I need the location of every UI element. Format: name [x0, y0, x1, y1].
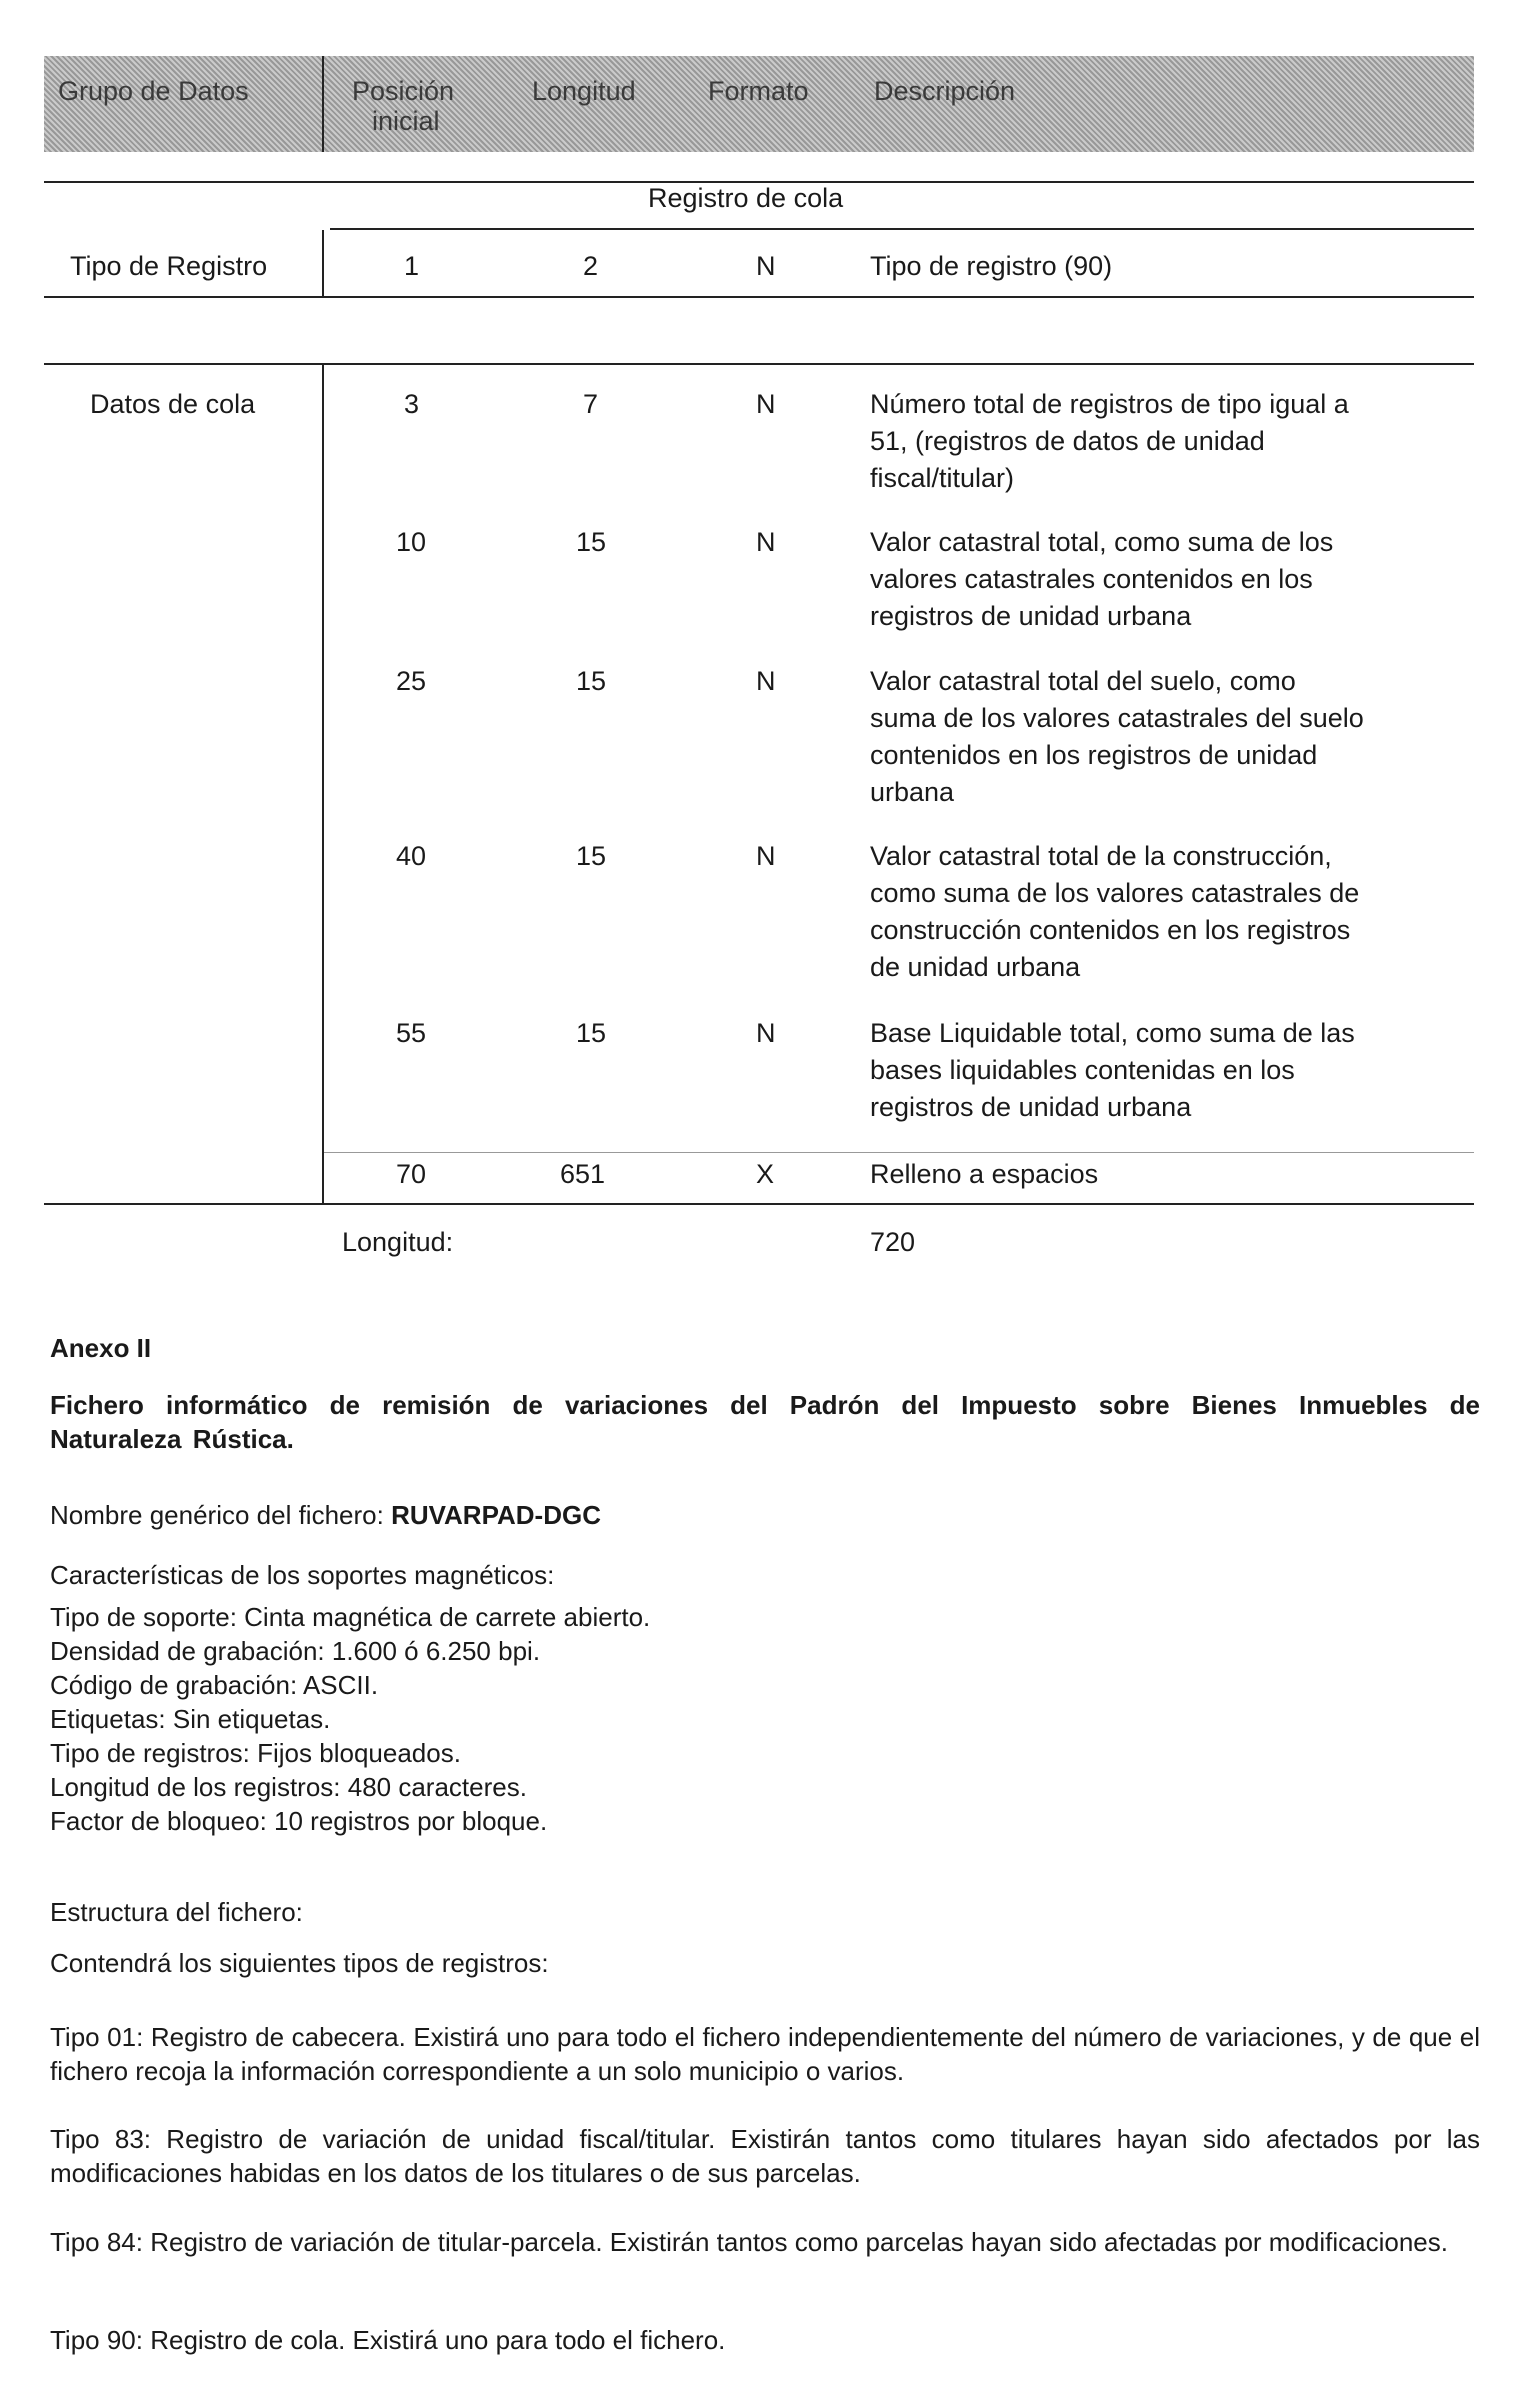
- cola-row-5-desc-3: registros de unidad urbana: [870, 1092, 1192, 1122]
- contendra-text: Contendrá los siguientes tipos de registros:: [50, 1948, 549, 1978]
- caracteristicas-list: [50, 1600, 1480, 1838]
- caracteristicas-title: Características de los soportes magnéticos:: [50, 1560, 555, 1590]
- anexo-title: Anexo II: [50, 1333, 152, 1363]
- caracteristica-etiquetas: Etiquetas: Sin etiquetas.: [50, 1704, 331, 1734]
- header-divider: [322, 56, 324, 152]
- cola-row-6-desc-1: Relleno a espacios: [870, 1159, 1099, 1189]
- tipo-row-divider: [322, 230, 324, 296]
- tipo-row-posicion: 1: [404, 251, 420, 281]
- header-grupo: Grupo de Datos: [58, 76, 249, 106]
- tipo-84-text: Tipo 84: Registro de variación de titular-parcela. Existirán tantos como parcelas hayan sido afectadas por modificaciones.: [50, 2227, 1448, 2257]
- anexo-heading: Fichero informático de remisión de variaciones del Padrón del Impuesto sobre Bienes Inmuebles de Naturaleza Rústica.: [50, 1390, 1480, 1454]
- tipo-row-rule: [44, 296, 1474, 298]
- section-rule-bottom: [330, 228, 1474, 230]
- cola-row-3-desc-4: urbana: [870, 777, 955, 807]
- cola-row-3-desc-3: contenidos en los registros de unidad: [870, 740, 1318, 770]
- cola-row-1-posicion: 3: [404, 389, 420, 419]
- cola-row-6-posicion: 70: [396, 1159, 427, 1189]
- cola-row-1-desc-1: Número total de registros de tipo igual a: [870, 389, 1349, 419]
- cola-row-5-posicion: 55: [396, 1018, 427, 1048]
- cola-row-1-longitud: 7: [583, 389, 599, 419]
- table-bottom-rule: [44, 1203, 1474, 1205]
- caracteristica-tipo-registros: Tipo de registros: Fijos bloqueados.: [50, 1738, 461, 1768]
- cola-row-2-formato: N: [756, 527, 776, 557]
- cola-row-4-formato: N: [756, 841, 776, 871]
- cola-row-4-desc-2: como suma de los valores catastrales de: [870, 878, 1360, 908]
- tipo-90-text: Tipo 90: Registro de cola. Existirá uno para todo el fichero.: [50, 2325, 726, 2355]
- caracteristica-longitud: Longitud de los registros: 480 caracteres.: [50, 1772, 527, 1802]
- header-posicion-1: Posición: [352, 76, 455, 106]
- tipo-row-grupo: Tipo de Registro: [70, 251, 268, 281]
- tipo-83-text: Tipo 83: Registro de variación de unidad fiscal/titular. Existirán tantos como titulares hayan sido afectados por las modificaciones habidas en los datos de los titulares o de sus parcelas.: [50, 2124, 1480, 2188]
- caracteristica-codigo: Código de grabación: ASCII.: [50, 1670, 379, 1700]
- cola-row-4-longitud: 15: [576, 841, 607, 871]
- cola-row-2-desc-3: registros de unidad urbana: [870, 601, 1192, 631]
- cola-row-3-posicion: 25: [396, 666, 427, 696]
- cola-row-3-formato: N: [756, 666, 776, 696]
- header-descripcion: Descripción: [874, 76, 1016, 106]
- cola-row-6-formato: X: [756, 1159, 775, 1189]
- cola-row-2-longitud: 15: [576, 527, 607, 557]
- cola-row-1-desc-2: 51, (registros de datos de unidad: [870, 426, 1265, 456]
- cola-row-6-longitud: 651: [560, 1159, 606, 1189]
- cola-row-3-longitud: 15: [576, 666, 607, 696]
- cola-row-2-desc-2: valores catastrales contenidos en los: [870, 564, 1313, 594]
- tipo-row-longitud: 2: [583, 251, 599, 281]
- nombre-fichero: [50, 1497, 1480, 1534]
- header-longitud: Longitud: [532, 76, 636, 106]
- tipo-row-descripcion: Tipo de registro (90): [870, 251, 1113, 281]
- cola-row-5-desc-2: bases liquidables contenidas en los: [870, 1055, 1295, 1085]
- cola-row-1-formato: N: [756, 389, 776, 419]
- cola-row-2-desc-1: Valor catastral total, como suma de los: [870, 527, 1334, 557]
- cola-row-5-longitud: 15: [576, 1018, 607, 1048]
- cola-group-label: Datos de cola: [90, 389, 256, 419]
- header-posicion-2: inicial: [372, 106, 440, 136]
- cola-row-2-posicion: 10: [396, 527, 427, 557]
- caracteristica-bloqueo: Factor de bloqueo: 10 registros por bloque.: [50, 1806, 548, 1836]
- tipo-01-text: Tipo 01: Registro de cabecera. Existirá uno para todo el fichero independientemente del número de variaciones, y de que el fichero recoja la información correspondiente a un solo municipio o varios.: [50, 2022, 1480, 2086]
- cola-row-4-desc-4: de unidad urbana: [870, 952, 1081, 982]
- cola-row-1-desc-3: fiscal/titular): [870, 463, 1015, 493]
- estructura-title: Estructura del fichero:: [50, 1897, 303, 1927]
- cola-row-4-desc-3: construcción contenidos en los registros: [870, 915, 1351, 945]
- cola-row-5-desc-1: Base Liquidable total, como suma de las: [870, 1018, 1355, 1048]
- nombre-label: Nombre genérico del fichero:: [50, 1500, 392, 1530]
- cola-divider: [322, 363, 324, 1203]
- cola-row-4-posicion: 40: [396, 841, 427, 871]
- cola-row-3-desc-2: suma de los valores catastrales del suelo: [870, 703, 1364, 733]
- tipo-row-formato: N: [756, 251, 776, 281]
- cola-row-3-desc-1: Valor catastral total del suelo, como: [870, 666, 1296, 696]
- cola-row-4-desc-1: Valor catastral total de la construcción,: [870, 841, 1332, 871]
- longitud-total: 720: [870, 1227, 916, 1257]
- caracteristica-densidad: Densidad de grabación: 1.600 ó 6.250 bpi.: [50, 1636, 541, 1666]
- caracteristica-soporte: Tipo de soporte: Cinta magnética de carrete abierto.: [50, 1602, 651, 1632]
- cola-rule-top: [44, 363, 1474, 365]
- nombre-value: RUVARPAD-DGC: [391, 1500, 601, 1530]
- cola-row-5-formato: N: [756, 1018, 776, 1048]
- cola-row-6-rule: [324, 1152, 1474, 1153]
- header-formato: Formato: [708, 76, 809, 106]
- section-title: Registro de cola: [648, 183, 844, 213]
- longitud-label: Longitud:: [342, 1227, 454, 1257]
